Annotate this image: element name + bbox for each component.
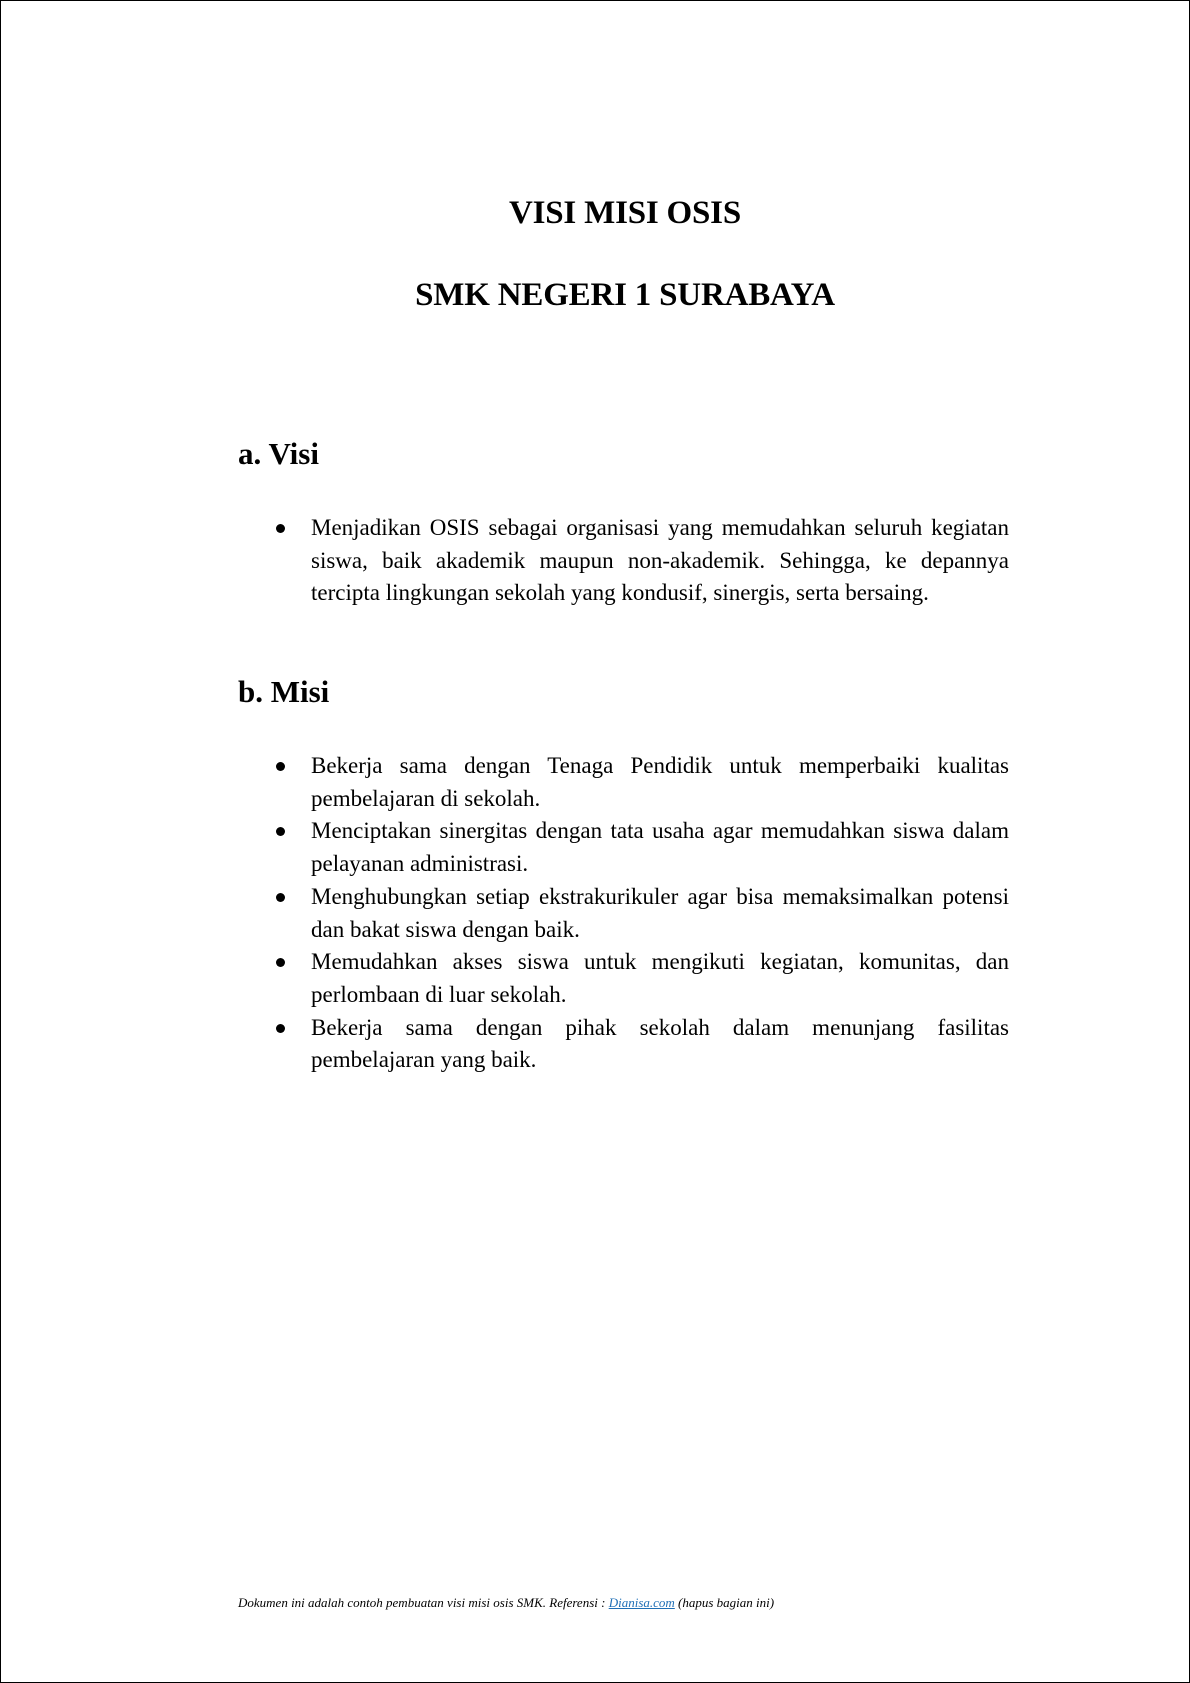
footer-note [238, 1595, 774, 1611]
bullet-icon [276, 762, 285, 771]
bullet-icon [276, 827, 285, 836]
visi-list [271, 512, 1009, 610]
document-title: VISI MISI OSIS [509, 195, 741, 231]
list-item [271, 946, 1009, 1011]
misi-heading: b. Misi [238, 674, 330, 709]
bullet-icon [276, 893, 285, 902]
bullet-icon [276, 524, 285, 533]
list-item-text: Memudahkan akses siswa untuk mengikuti kegiatan, komunitas, dan perlombaan di luar sekolah. [311, 949, 1009, 1007]
list-item [271, 750, 1009, 815]
visi-heading: a. Visi [238, 436, 319, 471]
reference-link[interactable]: Dianisa.com [608, 1595, 675, 1610]
list-item-text: Menghubungkan setiap ekstrakurikuler agar bisa memaksimalkan potensi dan bakat siswa dengan baik. [311, 883, 1009, 942]
list-item-text: Bekerja sama dengan pihak sekolah dalam menunjang fasilitas pembelajaran yang baik. [311, 1014, 1009, 1073]
bullet-icon [276, 958, 285, 967]
list-item-text: Bekerja sama dengan Tenaga Pendidik untuk memperbaiki kualitas pembelajaran di sekolah. [311, 753, 1009, 811]
school-name-title: SMK NEGERI 1 SURABAYA [415, 277, 835, 313]
footer-text: Dokumen ini adalah contoh pembuatan visi misi osis SMK. Referensi : [238, 1595, 609, 1610]
list-item [271, 1012, 1009, 1077]
list-item-text: Menjadikan OSIS sebagai organisasi yang memudahkan seluruh kegiatan siswa, baik akademik maupun non-akademik. Sehingga, ke depannya tercipta lingkungan sekolah yang kondusif, sinergis, serta bersaing. [311, 515, 1009, 606]
list-item [271, 881, 1009, 946]
footer-text-suffix: (hapus bagian ini) [674, 1595, 775, 1610]
list-item [271, 512, 1009, 610]
bullet-icon [276, 1024, 285, 1033]
list-item [271, 815, 1009, 880]
list-item-text: Menciptakan sinergitas dengan tata usaha agar memudahkan siswa dalam pelayanan administrasi. [311, 818, 1009, 877]
misi-list [271, 750, 1009, 1077]
